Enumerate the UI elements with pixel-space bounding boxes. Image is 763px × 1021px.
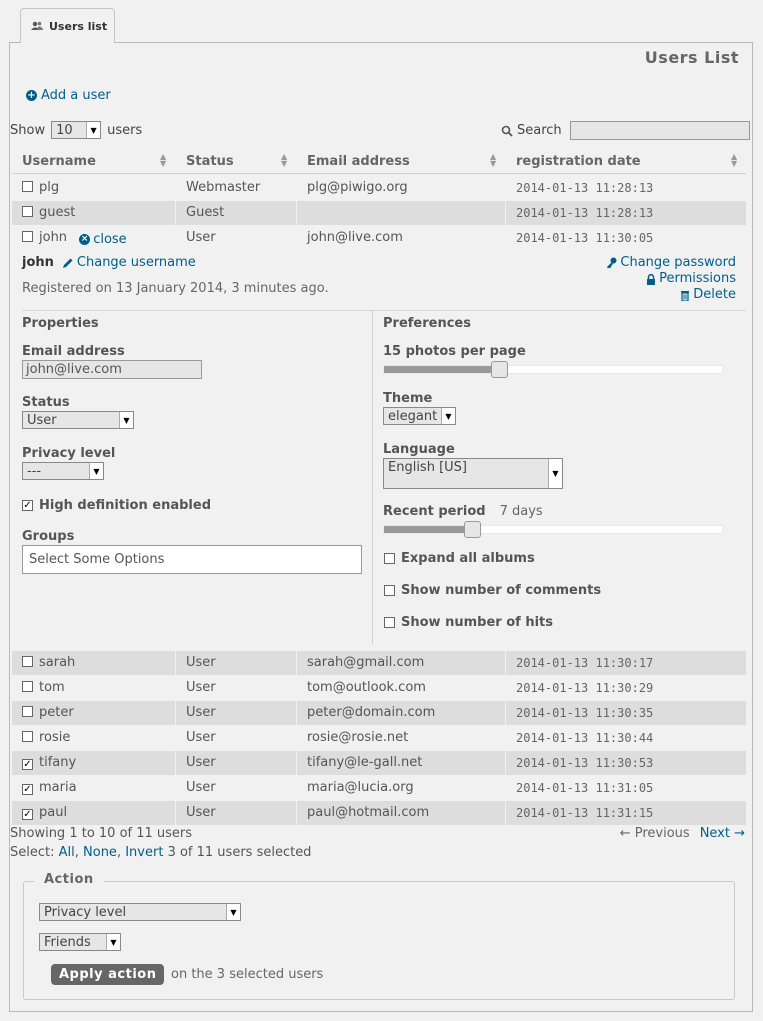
select-invert-link[interactable]: Invert: [125, 845, 164, 860]
table-row[interactable]: [12, 176, 746, 200]
date-cell: 2014-01-13 11:31:05: [516, 781, 654, 795]
hd-checkbox[interactable]: ✓: [23, 500, 32, 511]
recent-period-label: Recent period: [383, 504, 486, 519]
table-row[interactable]: [12, 701, 746, 725]
table-row-selected[interactable]: [12, 226, 746, 250]
users-label: users: [107, 122, 143, 138]
action-fieldset: [23, 872, 735, 1000]
chevron-down-icon: ▼: [106, 934, 120, 950]
action-value: Privacy level: [44, 904, 127, 920]
status-cell: User: [186, 755, 216, 770]
theme-select[interactable]: [383, 407, 456, 425]
select-all-link[interactable]: All: [58, 845, 75, 860]
email-cell: peter@domain.com: [307, 705, 436, 720]
chevron-down-icon: ▼: [226, 904, 240, 920]
row-checkbox[interactable]: ✓: [23, 784, 32, 795]
status-value: User: [27, 412, 57, 428]
selected-count: 3 of 11 users selected: [167, 845, 312, 860]
action-select[interactable]: [39, 903, 241, 921]
status-cell: User: [186, 805, 216, 820]
groups-input[interactable]: Select Some Options: [22, 545, 362, 574]
username: paul: [39, 805, 68, 820]
table-row[interactable]: [12, 651, 746, 675]
properties-title: Properties: [22, 316, 99, 331]
hits-option[interactable]: [384, 615, 553, 630]
tab-label: Users list: [49, 19, 108, 33]
change-username-link[interactable]: [62, 255, 196, 270]
username-cell: [12, 776, 175, 800]
hits-checkbox[interactable]: [384, 617, 395, 628]
recent-period-slider[interactable]: [383, 525, 723, 534]
privacy-select[interactable]: [22, 462, 104, 480]
add-user-link[interactable]: [26, 88, 111, 103]
email-cell: [297, 201, 505, 225]
apply-suffix: on the 3 selected users: [171, 967, 324, 982]
row-checkbox[interactable]: [22, 206, 33, 217]
username: rosie: [39, 730, 71, 745]
username: john: [39, 230, 68, 245]
email-cell: tifany@le-gall.net: [307, 755, 423, 770]
comments-option[interactable]: [384, 583, 601, 598]
slider-handle[interactable]: [464, 521, 481, 538]
col-status[interactable]: Status: [186, 154, 234, 169]
table-row[interactable]: [12, 676, 746, 700]
row-checkbox[interactable]: [22, 231, 33, 242]
sort-icon: ▲ ▼: [490, 152, 497, 168]
status-cell: User: [186, 655, 216, 670]
lock-icon: [646, 274, 656, 285]
date-cell: 2014-01-13 11:28:13: [516, 181, 654, 195]
close-detail-link[interactable]: [79, 228, 126, 252]
chevron-down-icon: ▼: [119, 412, 133, 428]
showing-info: Showing 1 to 10 of 11 users: [10, 826, 193, 841]
page-length: [10, 121, 142, 139]
chevron-down-icon: ▼: [89, 463, 103, 479]
comments-label: Show number of comments: [401, 583, 602, 598]
expand-option[interactable]: [384, 551, 535, 566]
user-actions: [606, 255, 736, 303]
slider-fill: [384, 526, 472, 533]
col-registration-date[interactable]: registration date: [516, 154, 641, 169]
col-email[interactable]: Email address: [307, 154, 410, 169]
email-cell: sarah@gmail.com: [307, 655, 425, 670]
username-cell: [12, 751, 175, 775]
pencil-icon: [62, 257, 74, 269]
select-label: Select:: [10, 845, 55, 860]
recent-period-value: 7 days: [499, 504, 543, 519]
username-cell: [12, 726, 175, 750]
photos-per-page-slider[interactable]: [383, 365, 723, 374]
registered-text: Registered on 13 January 2014, 3 minutes ago.: [22, 281, 329, 296]
apply-action-button[interactable]: Apply action: [51, 964, 164, 985]
select-none-link[interactable]: None: [83, 845, 117, 860]
close-icon: ×: [80, 234, 89, 244]
date-cell: 2014-01-13 11:30:17: [516, 656, 654, 670]
username: maria: [39, 780, 77, 795]
chevron-down-icon: ▼: [548, 459, 562, 488]
expand-checkbox[interactable]: [384, 553, 395, 564]
row-checkbox[interactable]: ✓: [23, 759, 32, 770]
email-cell: paul@hotmail.com: [307, 805, 430, 820]
search-icon: [501, 125, 513, 137]
date-cell: 2014-01-13 11:30:05: [516, 231, 654, 245]
row-checkbox[interactable]: [22, 731, 33, 742]
username: tifany: [39, 755, 77, 770]
date-cell: 2014-01-13 11:31:15: [516, 806, 654, 820]
delete-label: Delete: [693, 287, 736, 302]
page-length-select[interactable]: [51, 121, 101, 139]
date-cell: 2014-01-13 11:30:35: [516, 706, 654, 720]
photos-per-page-label: 15 photos per page: [383, 344, 526, 359]
search-label: Search: [517, 123, 562, 138]
date-cell: 2014-01-13 11:28:13: [516, 206, 654, 220]
status-cell: User: [186, 230, 216, 245]
recent-period: [383, 504, 543, 519]
theme-label: Theme: [383, 391, 433, 406]
status-cell: User: [186, 780, 216, 795]
column-divider: [372, 310, 373, 645]
change-username-label: Change username: [76, 255, 196, 270]
select-bar: Select: All, None, Invert 3 of 11 users selected: [10, 845, 312, 860]
date-cell: 2014-01-13 11:30:29: [516, 681, 654, 695]
detail-header: [22, 255, 196, 270]
table-row[interactable]: [12, 776, 746, 800]
sort-icon: ▲ ▼: [281, 152, 288, 168]
chevron-down-icon: ▼: [86, 122, 100, 138]
table-row[interactable]: [12, 801, 746, 825]
username-cell: [12, 801, 175, 825]
language-value: English [US]: [388, 460, 467, 475]
change-password-link[interactable]: [606, 255, 736, 271]
chevron-down-icon: ▼: [441, 408, 455, 424]
sort-icon: ▲ ▼: [160, 152, 167, 168]
status-cell: User: [186, 705, 216, 720]
username-cell: [12, 676, 175, 700]
row-checkbox[interactable]: [22, 681, 33, 692]
detail-divider: [22, 310, 746, 311]
add-user-label: Add a user: [41, 88, 111, 103]
plus-circle-icon: +: [27, 89, 36, 101]
language-label: Language: [383, 442, 455, 457]
table-header: [12, 152, 746, 174]
col-username[interactable]: Username: [22, 154, 96, 169]
username: tom: [39, 680, 65, 695]
level-value: Friends: [44, 934, 91, 950]
email-label: Email address: [22, 344, 125, 359]
email-cell: tom@outlook.com: [307, 680, 426, 695]
status-cell: Webmaster: [186, 180, 261, 195]
delete-link[interactable]: [680, 287, 736, 303]
trash-icon: [680, 290, 690, 301]
username: guest: [39, 205, 76, 220]
username-cell: [12, 201, 175, 225]
username-cell: [12, 226, 175, 250]
status-cell: User: [186, 730, 216, 745]
username-cell: [12, 651, 175, 675]
language-select[interactable]: [383, 458, 563, 489]
username: sarah: [39, 655, 76, 670]
status-label: Status: [22, 395, 70, 410]
slider-fill: [384, 366, 499, 373]
email-field[interactable]: john@live.com: [22, 360, 202, 379]
hd-option[interactable]: [22, 498, 211, 513]
hd-label: High definition enabled: [39, 498, 212, 513]
status-select[interactable]: [22, 411, 134, 429]
row-checkbox[interactable]: [22, 706, 33, 717]
previous-button[interactable]: ← Previous: [619, 826, 690, 841]
status-cell: User: [186, 680, 216, 695]
email-cell: rosie@rosie.net: [307, 730, 409, 745]
permissions-link[interactable]: [646, 271, 736, 287]
theme-value: elegant: [388, 408, 438, 424]
groups-label: Groups: [22, 529, 75, 544]
hits-label: Show number of hits: [401, 615, 553, 630]
row-checkbox[interactable]: [22, 656, 33, 667]
email-cell: maria@lucia.org: [307, 780, 414, 795]
level-select[interactable]: [39, 933, 121, 951]
users-panel: [9, 42, 753, 1012]
page-title: Users List: [644, 48, 739, 67]
username-cell: [12, 701, 175, 725]
row-checkbox[interactable]: ✓: [23, 809, 32, 820]
email-cell: john@live.com: [307, 230, 403, 245]
table-row[interactable]: [12, 751, 746, 775]
tab-users-list[interactable]: [20, 8, 115, 43]
table-row[interactable]: [12, 201, 746, 225]
table-row[interactable]: [12, 726, 746, 750]
date-cell: 2014-01-13 11:30:53: [516, 756, 654, 770]
email-cell: plg@piwigo.org: [307, 180, 408, 195]
close-label: close: [93, 231, 127, 247]
comments-checkbox[interactable]: [384, 585, 395, 596]
permissions-label: Permissions: [659, 271, 736, 286]
search-input[interactable]: [570, 121, 750, 140]
date-cell: 2014-01-13 11:30:44: [516, 731, 654, 745]
detail-username: john: [22, 255, 54, 270]
next-button[interactable]: Next →: [699, 826, 745, 841]
pagination: [620, 826, 745, 841]
row-checkbox[interactable]: [22, 181, 33, 192]
username-cell: [12, 176, 175, 200]
action-legend: Action: [34, 872, 104, 887]
slider-handle[interactable]: [491, 361, 508, 378]
page-length-value: 10: [56, 122, 73, 138]
privacy-label: Privacy level: [22, 446, 116, 461]
expand-label: Expand all albums: [401, 551, 535, 566]
change-password-label: Change password: [620, 255, 736, 270]
username: plg: [39, 180, 60, 195]
sort-icon: ▲ ▼: [731, 152, 738, 168]
show-label: Show: [10, 122, 46, 138]
username: peter: [39, 705, 74, 720]
users-icon: [31, 21, 43, 31]
privacy-value: ---: [27, 463, 42, 479]
search-box: [501, 121, 750, 140]
key-icon: [606, 257, 617, 269]
status-cell: Guest: [186, 205, 225, 220]
preferences-title: Preferences: [383, 316, 471, 331]
